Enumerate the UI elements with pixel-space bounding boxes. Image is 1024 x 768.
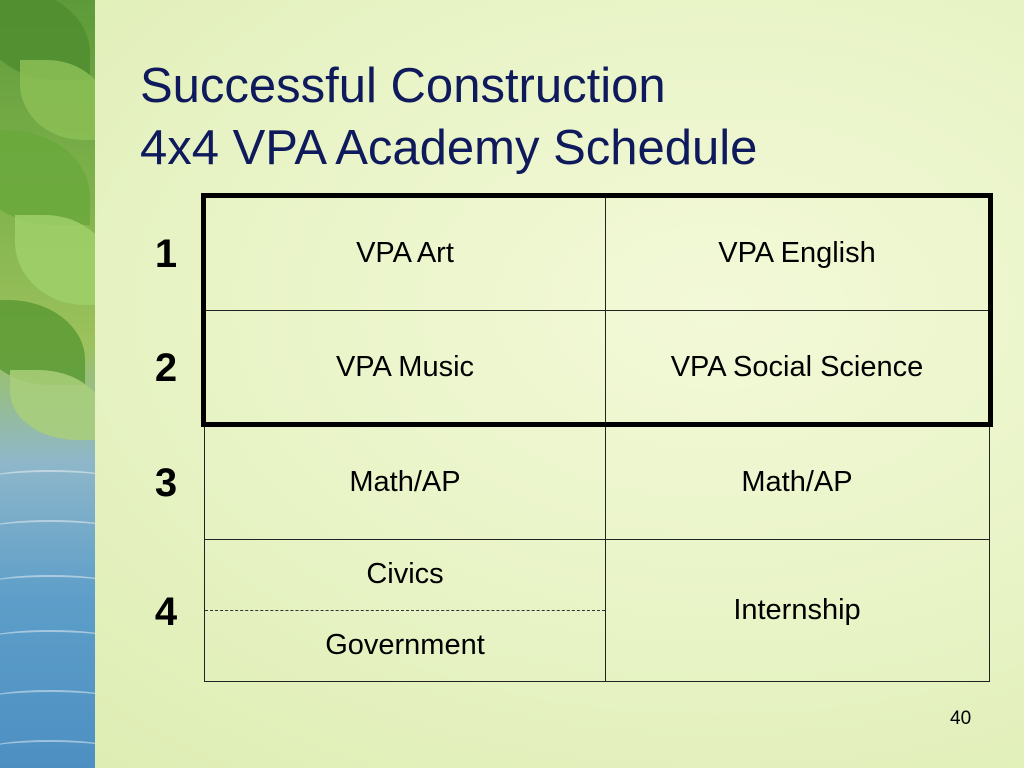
period-number-4: 4 [154,590,178,634]
table-cell: Math/AP [349,465,461,498]
period-number-3: 3 [154,461,178,505]
schedule-table [204,196,990,682]
water-ripple [0,520,95,536]
decorative-leaf-water-strip [0,0,95,768]
slide-title [140,55,757,179]
table-cell: Internship [733,593,861,626]
table-cell: VPA English [718,237,876,269]
table-cell: Math/AP [741,465,853,498]
period-number-1: 1 [154,232,178,276]
table-cell: Government [325,629,485,661]
water-ripple [0,690,95,706]
water-ripple [0,470,95,486]
page-number: 40 [950,708,972,729]
leaf-shape [15,215,95,305]
leaf-shape [20,60,95,140]
water-ripple [0,575,95,591]
table-cell: VPA Art [356,237,454,269]
table-cell: Civics [366,558,444,590]
table-cell: VPA Social Science [670,351,924,383]
period-number-2: 2 [154,346,178,390]
table-cell: VPA Music [335,351,475,383]
water-ripple [0,630,95,646]
leaf-shape [0,130,90,225]
water-ripple [0,740,95,756]
slide-title-line-2: 4x4 VPA Academy Schedule [140,121,758,175]
slide-title-line-1: Successful Construction [140,59,666,113]
